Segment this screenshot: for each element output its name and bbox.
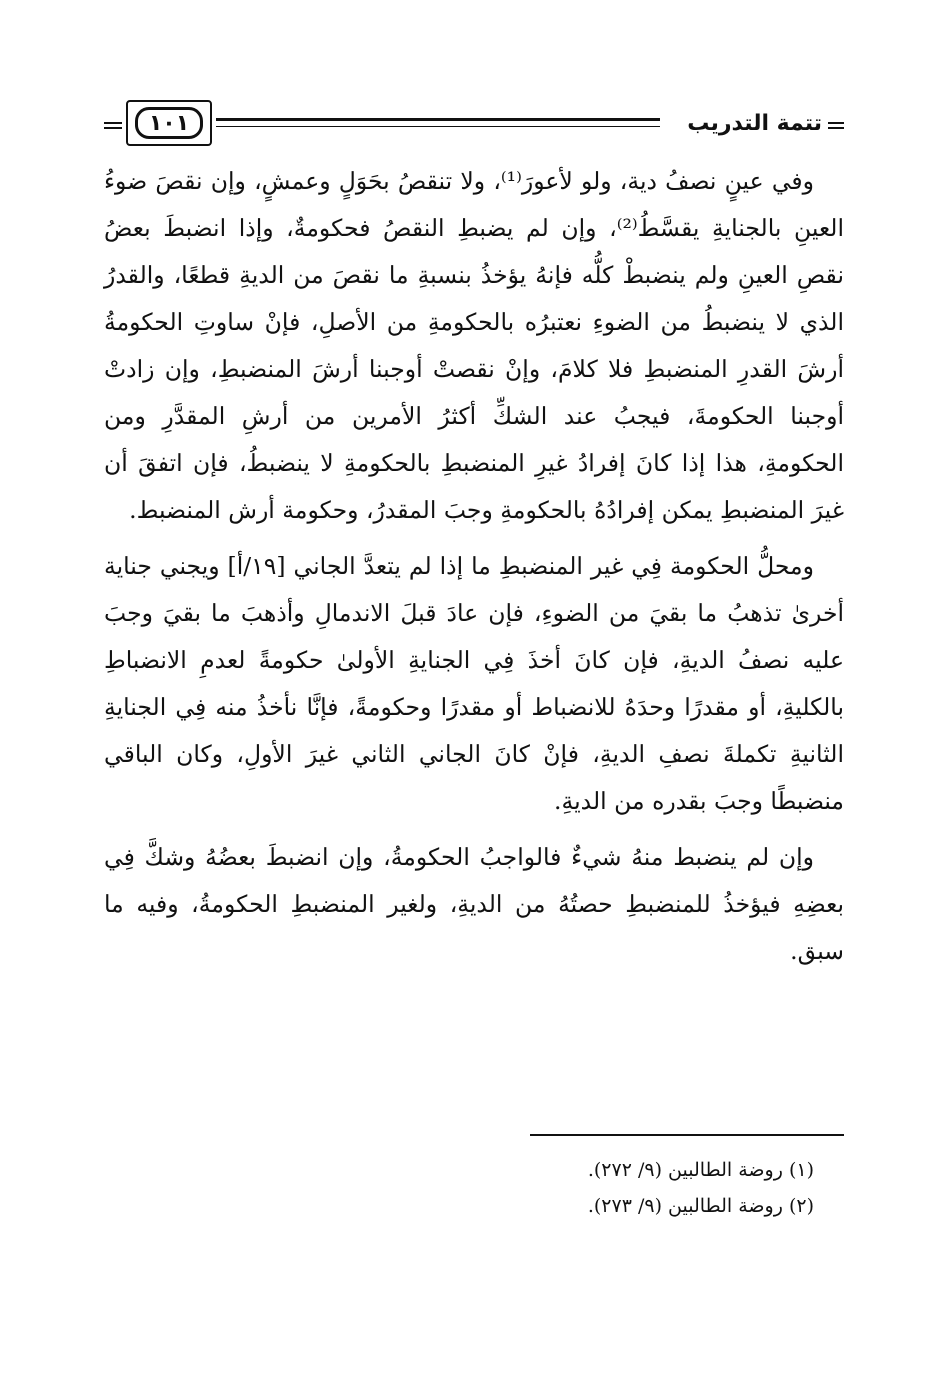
footnote-separator: [530, 1134, 844, 1136]
footnote-1: (١) روضة الطالبين (٩/ ٢٧٢).: [587, 1159, 814, 1181]
body-text: [104, 158, 844, 984]
paragraph-3: وإن لم ينضبط منهُ شيءٌ فالواجبُ الحكومةُ، وإن انضبطَ بعضُهُ وشكَّ فِي بعضِهِ فيؤخذُ للمنضبطِ حصتُهُ من الديةِ، ولغير المنضبطِ الحكومةُ، وفيه ما سبق.: [104, 843, 844, 965]
page-number: ١٠١: [135, 107, 203, 139]
header-dash-right: [828, 122, 844, 129]
page-number-frame: [126, 100, 212, 146]
footnote-2: (٢) روضة الطالبين (٩/ ٢٧٣).: [587, 1195, 814, 1217]
header-rule: [216, 118, 660, 127]
header-title: تتمة التدريب: [687, 111, 822, 136]
paragraph-1: وفي عينٍ نصفُ دية، ولو لأعورَ⁽¹⁾، ولا تنقصُ بحَوَلٍ وعمشٍ، وإن نقصَ ضوءُ العينِ بالجنايةِ يقسَّطُ⁽²⁾، وإن لم يضبطِ النقصُ فحكومةٌ، وإذا انضبطَ بعضُ نقصِ العينِ ولم ينضبطْ كلُّه فإنهُ يؤخذُ بنسبةِ ما نقصَ من الديةِ قطعًا، والقدرُ الذي لا ينضبطُ من الضوءِ نعتبرُه بالحكومةِ من الأصلِ، فإنْ ساوتِ الحكومةُ أرشَ القدرِ المنضبطِ فلا كلامَ، وإنْ نقصتْ أوجبنا أرشَ المنضبطِ، وإن زادتْ أوجبنا الحكومةَ، فيجبُ عند الشكِّ أكثرُ الأمرين من أرشِ المقدَّرِ ومن الحكومةِ، هذا إذا كانَ إفرادُ غيرِ المنضبطِ بالحكومةِ لا ينضبطُ، فإن اتفقَ أن غيرَ المنضبطِ يمكن إفرادُهُ بالحكومةِ وجبَ المقدرُ، وحكومة أرش المنضبط.: [104, 167, 844, 524]
footnotes: [104, 1152, 844, 1224]
paragraph-2: ومحلُّ الحكومة فِي غير المنضبطِ ما إذا لم يتعدَّ الجاني [١٩/أ] ويجني جناية أخرىٰ تذهبُ ما بقيَ من الضوءِ، فإن عادَ قبلَ الاندمالِ وأذهبَ ما بقيَ وجبَ عليه نصفُ الديةِ، فإن كانَ أخذَ فِي الجنايةِ الأولىٰ حكومةً لعدمِ الانضباطِ بالكليةِ، أو مقدرًا وحدَهُ للانضباط أو مقدرًا وحكومةً، فإنَّا نأخذُ منه فِي الجنايةِ الثانيةِ تكملةَ نصفِ الديةِ، فإنْ كانَ الجاني الثاني غيرَ الأولِ، وكان الباقي منضبطًا وجبَ بقدره من الديةِ.: [104, 552, 844, 815]
header-dash-left: [104, 122, 122, 129]
page-header: [104, 96, 844, 156]
